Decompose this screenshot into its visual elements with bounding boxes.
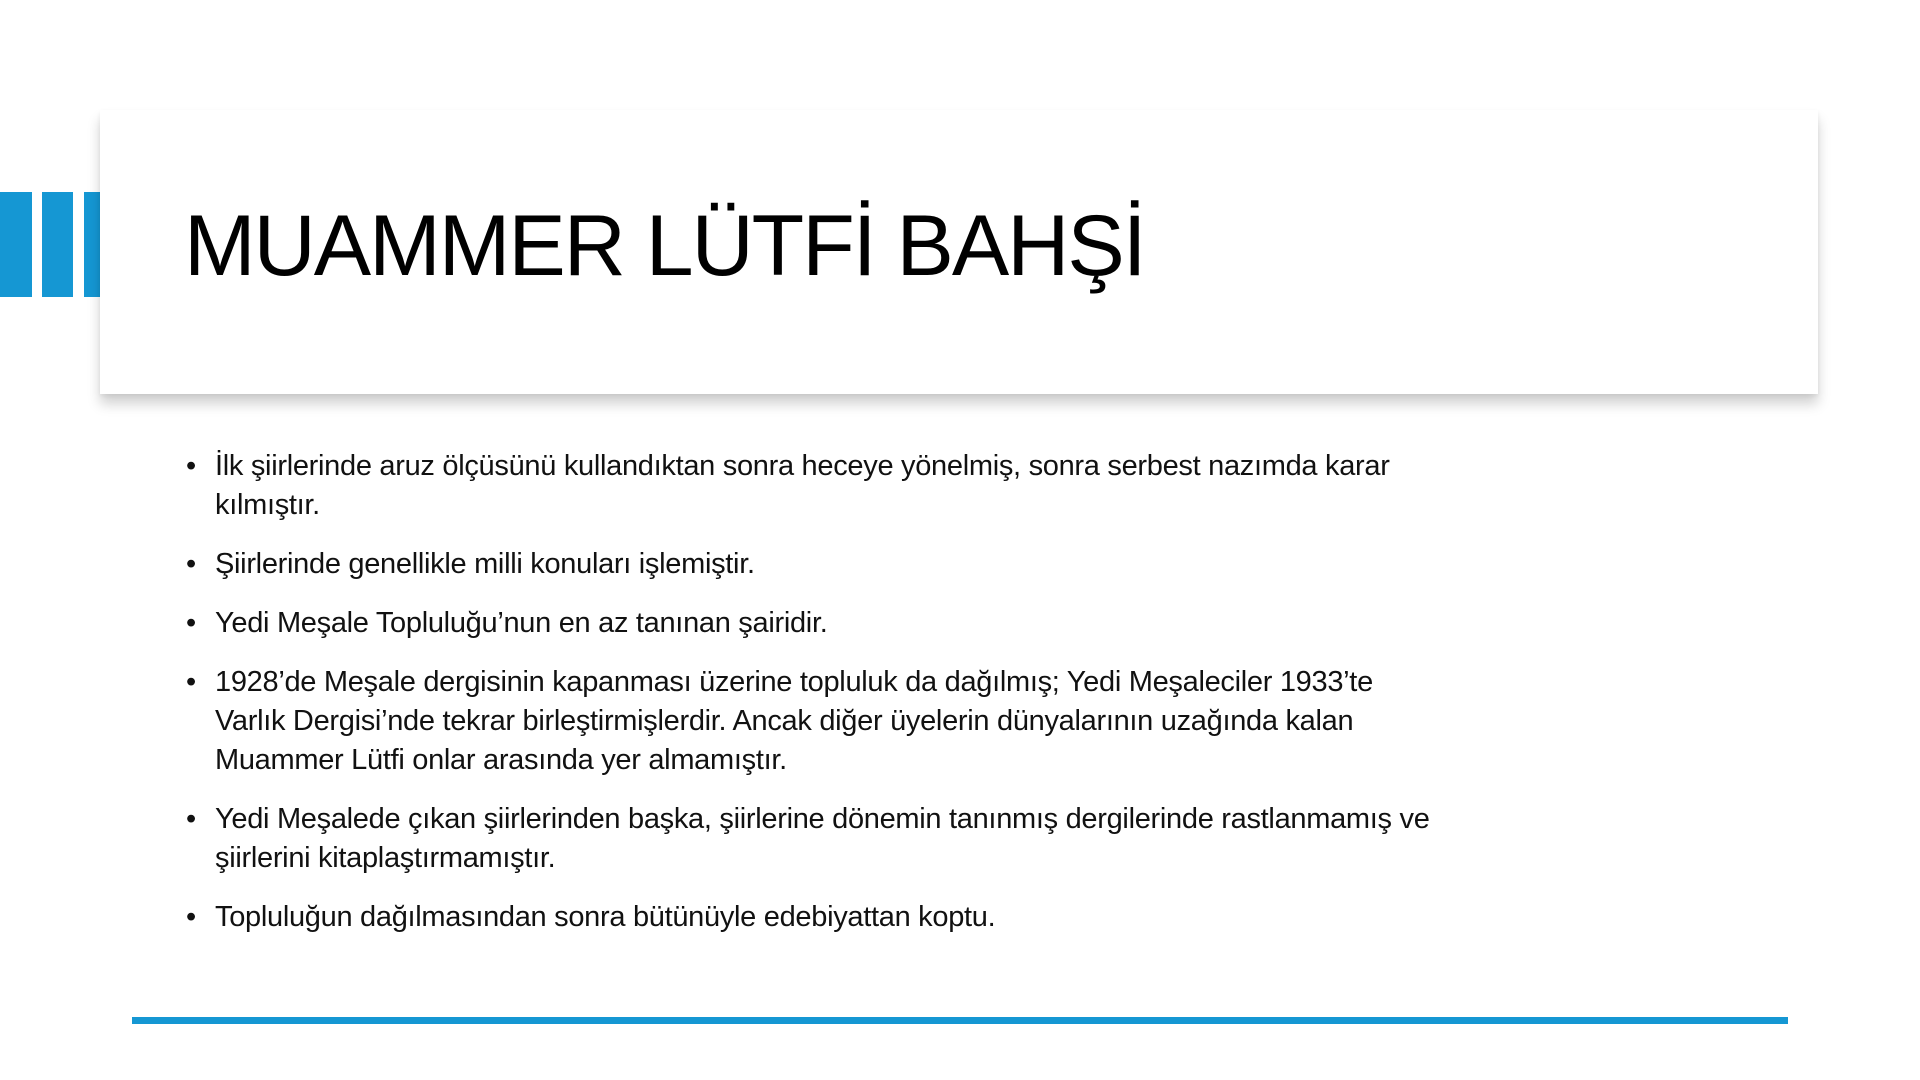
bullet-icon: • (186, 548, 196, 580)
bullet-icon: • (186, 450, 196, 482)
list-item-text: şiirlerini kitaplaştırmamıştır. (215, 842, 556, 874)
list-item-text: Yedi Meşale Topluluğu’nun en az tanınan şairidir. (215, 607, 828, 639)
list-item-text: Şiirlerinde genellikle milli konuları işlemiştir. (215, 548, 755, 580)
accent-bar-2 (42, 192, 73, 297)
bullet-icon: • (186, 607, 196, 639)
bullet-icon: • (186, 666, 196, 698)
bullet-icon: • (186, 901, 196, 933)
list-item-text: kılmıştır. (215, 489, 320, 521)
list-item-text: 1928’de Meşale dergisinin kapanması üzerine topluluk da dağılmış; Yedi Meşaleciler 1933’te (215, 666, 1373, 698)
list-item (186, 800, 1746, 878)
bullet-icon: • (186, 803, 196, 835)
list-item (186, 898, 1746, 937)
list-item (186, 447, 1746, 525)
list-item-text: Varlık Dergisi’nde tekrar birleştirmişlerdir. Ancak diğer üyelerin dünyalarının uzağında kalan (215, 705, 1354, 737)
accent-bar-1 (0, 192, 32, 297)
slide-title: MUAMMER LÜTFİ BAHŞİ (184, 198, 1145, 294)
list-item-text: Topluluğun dağılmasından sonra bütünüyle edebiyattan koptu. (215, 901, 996, 933)
list-item (186, 663, 1746, 780)
bullet-list (186, 447, 1746, 957)
list-item (186, 545, 1746, 584)
list-item-text: İlk şiirlerinde aruz ölçüsünü kullandıktan sonra heceye yönelmiş, sonra serbest nazımda karar (215, 450, 1390, 482)
bottom-divider (132, 1017, 1788, 1024)
list-item-text: Muammer Lütfi onlar arasında yer almamıştır. (215, 744, 787, 776)
list-item (186, 604, 1746, 643)
list-item-text: Yedi Meşalede çıkan şiirlerinden başka, şiirlerine dönemin tanınmış dergilerinde rastlanmamış ve (215, 803, 1430, 835)
